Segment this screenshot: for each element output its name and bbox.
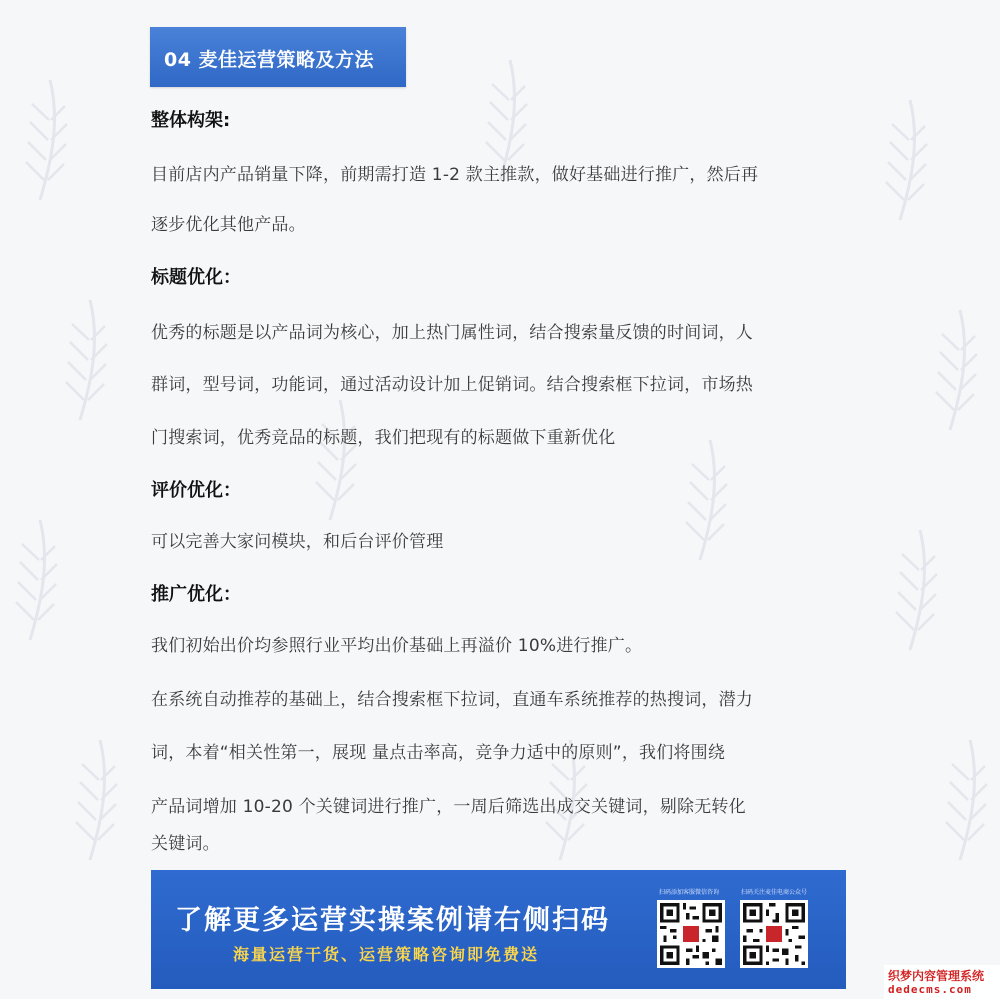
heading-title-optimization: 标题优化：	[151, 267, 241, 288]
review-opt-line-1: 可以完善大家问模块，和后台评价管理	[151, 532, 444, 552]
promo-title: 了解更多运营实操案例请右侧扫码	[175, 905, 610, 936]
customer-service-qr-code[interactable]	[657, 900, 725, 968]
promo-opt-line-5: 关键词。	[151, 834, 220, 854]
title-opt-line-2: 群词，型号词，功能词，通过活动设计加上促销词。结合搜索框下拉词，市场热	[151, 375, 753, 395]
section-title-banner	[150, 27, 406, 87]
heading-framework: 整体构架:	[151, 110, 231, 131]
framework-line-1: 目前店内产品销量下降，前期需打造 1-2 款主推款，做好基础进行推广，然后再	[151, 165, 759, 185]
promo-banner	[151, 870, 846, 989]
promo-opt-line-3: 词，本着“相关性第一，展现 量点击率高，竞争力适中的原则”，我们将围绕	[151, 743, 726, 763]
title-opt-line-1: 优秀的标题是以产品词为核心，加上热门属性词，结合搜索量反馈的时间词，人	[151, 323, 753, 343]
promo-subtitle: 海量运营干货、运营策略咨询即免费送	[233, 945, 540, 964]
qr-code-icon	[657, 900, 725, 968]
section-title: 04 麦佳运营策略及方法	[164, 49, 375, 71]
official-account-qr-code[interactable]	[740, 900, 808, 968]
qr1-label: 扫码添加客服微信咨询	[659, 889, 720, 896]
qr2-label: 扫码关注麦佳电商公众号	[741, 889, 808, 896]
framework-line-2: 逐步优化其他产品。	[151, 215, 306, 235]
watermark-domain: dedecms.com	[888, 983, 972, 996]
promo-opt-line-2: 在系统自动推荐的基础上，结合搜索框下拉词，直通车系统推荐的热搜词，潜力	[151, 690, 753, 710]
title-opt-line-3: 门搜索词，优秀竞品的标题，我们把现有的标题做下重新优化	[151, 428, 616, 448]
qr-code-icon	[740, 900, 808, 968]
heading-promotion-optimization: 推广优化：	[151, 584, 241, 605]
promo-opt-line-1: 我们初始出价均参照行业平均出价基础上再溢价 10%进行推广。	[151, 636, 643, 656]
watermark-name: 织梦内容管理系统	[888, 969, 985, 983]
site-watermark	[884, 965, 1000, 999]
promo-opt-line-4: 产品词增加 10-20 个关键词进行推广，一周后筛选出成交关键词，剔除无转化	[151, 797, 746, 817]
heading-review-optimization: 评价优化：	[151, 480, 241, 501]
